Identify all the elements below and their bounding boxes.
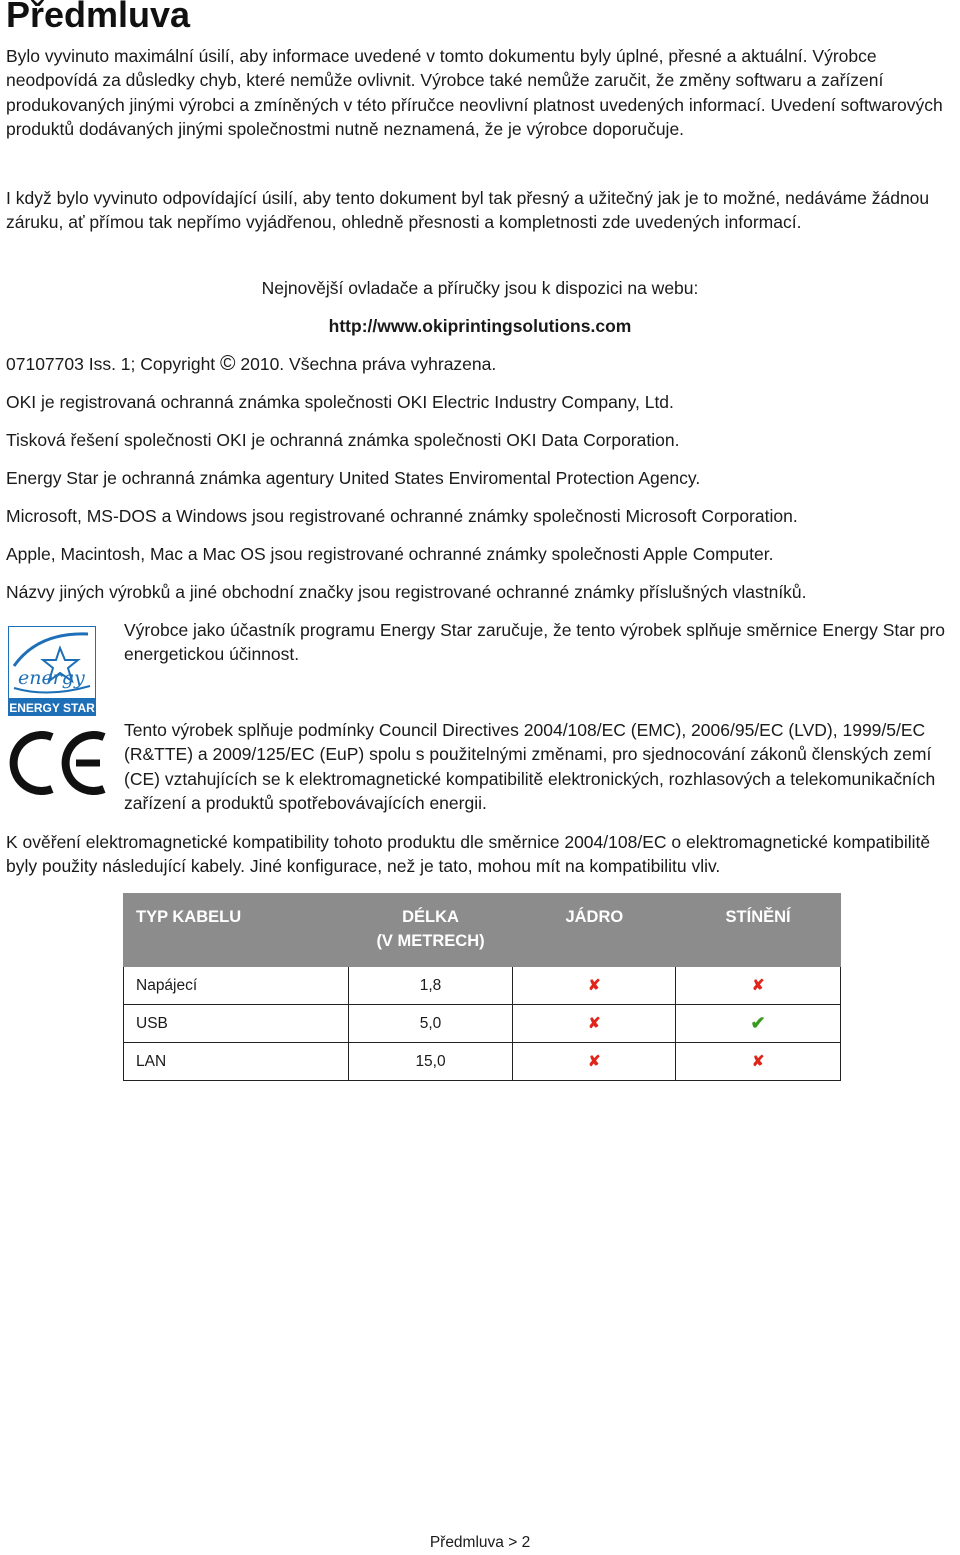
ce-mark-logo <box>8 731 108 795</box>
cell-length: 1,8 <box>348 967 513 1005</box>
cross-icon: ✘ <box>751 977 765 994</box>
cross-icon: ✘ <box>588 1015 601 1032</box>
table-row <box>124 1005 841 1043</box>
trademark-oki: OKI je registrovaná ochranná známka společnosti OKI Electric Industry Company, Ltd. <box>6 392 674 412</box>
trademark-microsoft: Microsoft, MS-DOS a Windows jsou registrované ochranné známky společnosti Microsoft Corporation. <box>6 506 798 526</box>
page-title: Předmluva <box>6 0 191 35</box>
trademark-energy-star: Energy Star je ochranná známka agentury United States Enviromental Protection Agency. <box>6 468 701 488</box>
copyright-symbol: © <box>220 352 236 375</box>
trademark-oki-data: Tisková řešení společnosti OKI je ochranná známka společnosti OKI Data Corporation. <box>6 430 680 450</box>
cell-length: 5,0 <box>348 1005 513 1043</box>
energy-star-label: ENERGY STAR <box>9 701 95 715</box>
copyright-suffix: 2010. Všechna práva vyhrazena. <box>235 354 497 374</box>
cell-shield <box>676 967 841 1005</box>
cell-core <box>513 1043 676 1081</box>
table-row <box>124 967 841 1005</box>
cell-type: LAN <box>124 1043 349 1081</box>
energy-star-logo <box>8 626 96 716</box>
table-header-row <box>124 894 841 967</box>
header-length-line2: (V METRECH) <box>376 932 485 950</box>
disclaimer-paragraph: Bylo vyvinuto maximální úsilí, aby informace uvedené v tomto dokumentu byly úplné, přesné a aktuální. Výrobce neodpovídá za důsledky chyb, které nemůže ovlivnit. Výrobce také nemůže zaručit, že změny softwaru a zařízení produkovaných jinými výrobci a zmíněných v této příručce neovlivní platnost uvedených informací. Uvedení softwarových produktů dodávaných jinými společnostmi nutně neznamená, že je výrobce doporučuje. <box>6 46 943 140</box>
header-core: JÁDRO <box>513 894 676 967</box>
cross-icon: ✘ <box>588 1053 601 1070</box>
energy-star-script: energy <box>18 667 85 689</box>
cell-shield <box>676 1005 841 1043</box>
cross-icon: ✘ <box>588 977 601 994</box>
cell-core <box>513 1005 676 1043</box>
drivers-text: Nejnovější ovladače a příručky jsou k dispozici na webu: <box>261 278 699 298</box>
website-link[interactable]: http://www.okiprintingsolutions.com <box>328 316 632 336</box>
emc-text: K ověření elektromagnetické kompatibility tohoto produktu dle směrnice 2004/108/EC o elektromagnetické kompatibilitě byly použity následující kabely. Jiné konfigurace, než je tato, mohou mít na kompatibilitu vliv. <box>6 832 931 877</box>
header-length-line1: DÉLKA <box>402 908 459 926</box>
ce-compliance-text: Tento výrobek splňuje podmínky Council Directives 2004/108/EC (EMC), 2006/95/EC (LVD), 1999/5/EC (R&TTE) a 2009/125/EC (EuP) spolu s použitelnými změnami, pro sjednocování zákonů členských zemí (CE) vztahujících se k elektromagnetické kompatibilitě elektronických, rozhlasových a telekomunikačních zařízení a produktů spotřebovávajících energii. <box>124 720 936 814</box>
table-row <box>124 1043 841 1081</box>
header-shield: STÍNĚNÍ <box>676 894 841 967</box>
cell-core <box>513 967 676 1005</box>
cell-type: USB <box>124 1005 349 1043</box>
warranty-paragraph: I když bylo vyvinuto odpovídající úsilí, aby tento dokument byl tak přesný a užitečný jak je to možné, nedáváme žádnou záruku, ať přímou tak nepřímo vyjádřenou, ohledně přesnosti a kompletnosti zde uvedených informací. <box>6 188 930 233</box>
header-length <box>348 894 513 967</box>
page-footer: Předmluva > 2 <box>429 1534 531 1551</box>
trademark-apple: Apple, Macintosh, Mac a Mac OS jsou registrované ochranné známky společnosti Apple Computer. <box>6 544 774 564</box>
trademark-others: Názvy jiných výrobků a jiné obchodní značky jsou registrované ochranné známky příslušných vlastníků. <box>6 582 807 602</box>
cell-type: Napájecí <box>124 967 349 1005</box>
header-cable-type: TYP KABELU <box>124 894 349 967</box>
energy-star-text: Výrobce jako účastník programu Energy Star zaručuje, že tento výrobek splňuje směrnice Energy Star pro energetickou účinnost. <box>124 620 945 665</box>
cell-length: 15,0 <box>348 1043 513 1081</box>
check-icon: ✔ <box>750 1013 766 1033</box>
copyright-line <box>6 352 496 376</box>
cell-shield <box>676 1043 841 1081</box>
cable-table <box>123 893 841 1081</box>
copyright-prefix: 07107703 Iss. 1; Copyright <box>6 354 221 374</box>
cross-icon: ✘ <box>751 1053 765 1070</box>
